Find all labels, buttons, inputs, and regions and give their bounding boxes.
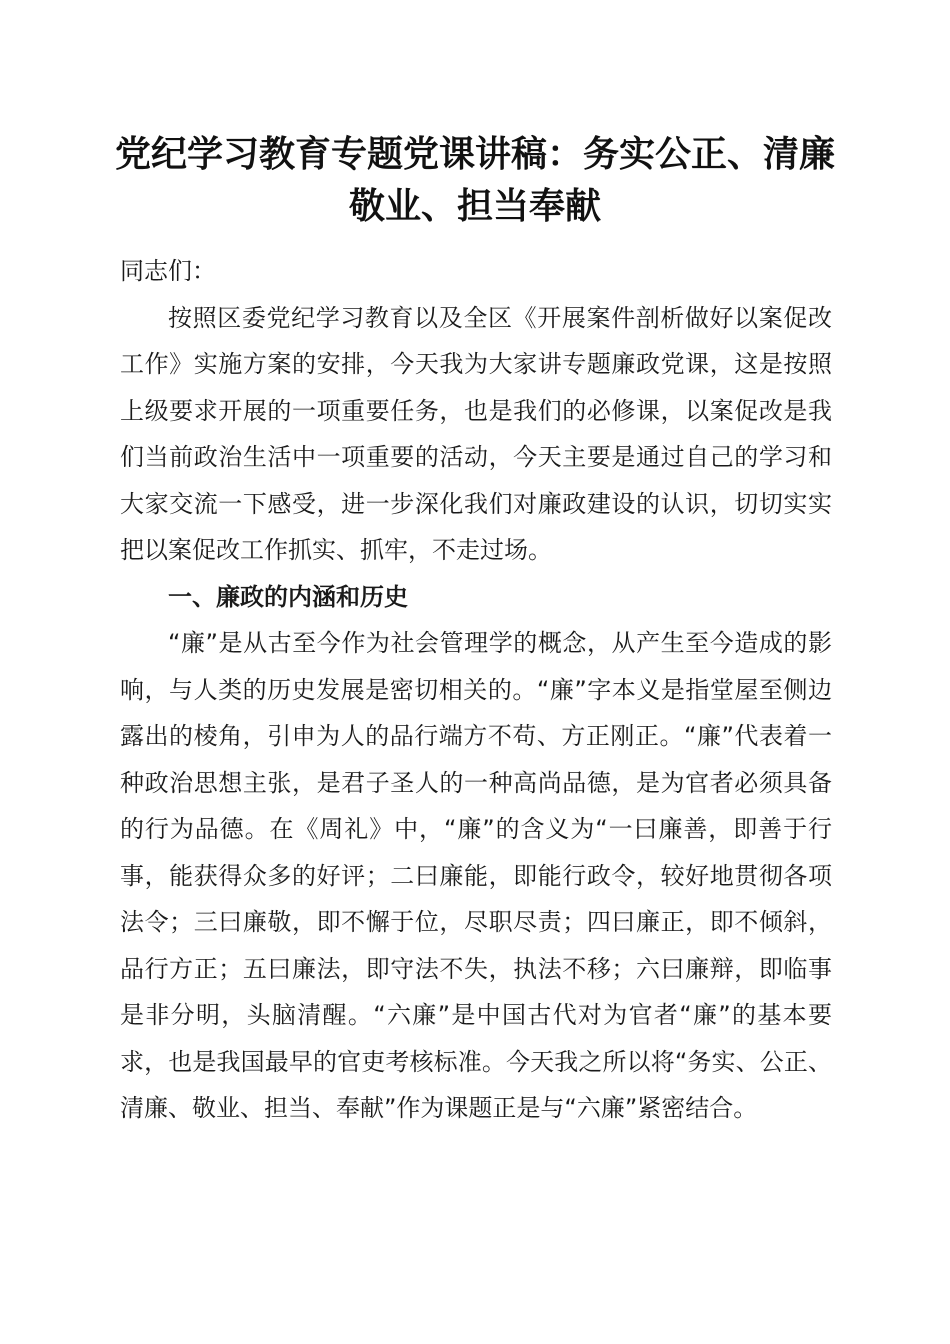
- section-heading: 一、廉政的内涵和历史: [168, 582, 408, 611]
- section-paragraph: “廉”是从古至今作为社会管理学的概念，从产生至今造成的影响，与人类的历史发展是密切相关的。“廉”字本义是指堂屋至侧边露出的棱角，引申为人的品行端方不苟、方正刚正。“廉”代表着一种政治思想主张，是君子圣人的一种高尚品德，是为官者必须具备的行为品德。在《周礼》中，“廉”的含义为“一曰廉善，即善于行事，能获得众多的好评；二曰廉能，即能行政令，较好地贯彻各项法令；三曰廉敬，即不懈于位，尽职尽责；四曰廉正，即不倾斜，品行方正；五曰廉法，即守法不失，执法不移；六曰廉辩，即临事是非分明，头脑清醒。“六廉”是中国古代对为官者“廉”的基本要求，也是我国最早的官吏考核标准。今天我之所以将“务实、公正、清廉、敬业、担当、奉献”作为课题正是与“六廉”紧密结合。: [120, 629, 832, 1122]
- intro-paragraph: 按照区委党纪学习教育以及全区《开展案件剖析做好以案促改工作》实施方案的安排，今天我为大家讲专题廉政党课，这是按照上级要求开展的一项重要任务，也是我们的必修课，以案促改是我们当前政治生活中一项重要的活动，今天主要是通过自己的学习和大家交流一下感受，进一步深化我们对廉政建设的认识，切切实实把以案促改工作抓实、抓牢，不走过场。: [120, 303, 832, 564]
- salutation: 同志们：: [120, 257, 216, 285]
- document-title: 党纪学习教育专题党课讲稿：务实公正、清廉敬业、担当奉献: [114, 133, 835, 227]
- document-body: [120, 248, 832, 1132]
